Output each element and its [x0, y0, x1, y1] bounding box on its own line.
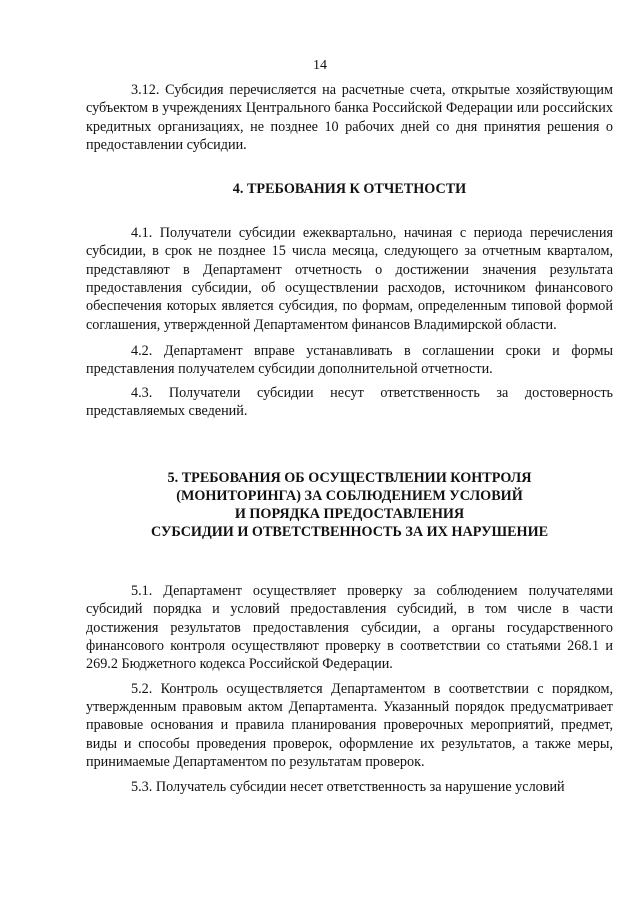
paragraph-3-12: 3.12. Субсидия перечисляется на расчетные счета, открытые хозяйствующим субъектом в учреждениях Центрального банка Российской Федерации или российских кредитных организациях, не позднее 10 рабочих дней со дня принятия решения о предоставлении субсидии.: [86, 82, 613, 153]
paragraph-4-1: 4.1. Получатели субсидии ежеквартально, начиная с периода перечисления субсидии, в срок не позднее 15 числа месяца, следующего за отчетным кварталом, представляют в Департамент отчетность о достижении значения результата предоставления субсидии, об осуществлении расходов, источником финансового обеспечения которых является субсидия, по формам, определенным типовой формой соглашения, утвержденной Департаментом финансов Владимирской области.: [86, 225, 613, 333]
section-5-heading-line-3: И ПОРЯДКА ПРЕДОСТАВЛЕНИЯ: [234, 506, 465, 523]
document-body: [86, 81, 613, 796]
section-5-heading-line-1: 5. ТРЕБОВАНИЯ ОБ ОСУЩЕСТВЛЕНИИ КОНТРОЛЯ: [167, 470, 532, 487]
section-5-heading-line-2: (МОНИТОРИНГА) ЗА СОБЛЮДЕНИЕМ УСЛОВИЙ: [176, 488, 523, 505]
page-number: 14: [313, 58, 327, 73]
paragraph-5-3: 5.3. Получатель субсидии несет ответственность за нарушение условий: [131, 779, 565, 796]
section-5-heading-line-4: СУБСИДИИ И ОТВЕТСТВЕННОСТЬ ЗА ИХ НАРУШЕНИЕ: [150, 524, 549, 541]
paragraph-4-3: 4.3. Получатели субсидии несут ответственность за достоверность представляемых сведений.: [86, 384, 613, 419]
paragraph-5-1: 5.1. Департамент осуществляет проверку за соблюдением получателями субсидий порядка и условий предоставления субсидий, в том числе в части достижения результатов предоставления субсидии, а органы государственного финансового контроля осуществляют проверку в соответствии со статьями 268.1 и 269.2 Бюджетного кодекса Российской Федерации.: [86, 583, 613, 673]
paragraph-5-2: 5.2. Контроль осуществляется Департаментом в соответствии с порядком, утвержденным правовым актом Департамента. Указанный порядок предусматривает правовые основания и правила планирования проверочных мероприятий, предмет, виды и способы проведения проверок, оформление их результатов, а также меры, принимаемые Департаментом по результатам проверок.: [86, 680, 613, 770]
section-4-heading: 4. ТРЕБОВАНИЯ К ОТЧЕТНОСТИ: [232, 181, 467, 198]
paragraph-4-2: 4.2. Департамент вправе устанавливать в соглашении сроки и формы представления получателем субсидии дополнительной отчетности.: [86, 342, 613, 378]
section-5-heading: [86, 469, 613, 541]
